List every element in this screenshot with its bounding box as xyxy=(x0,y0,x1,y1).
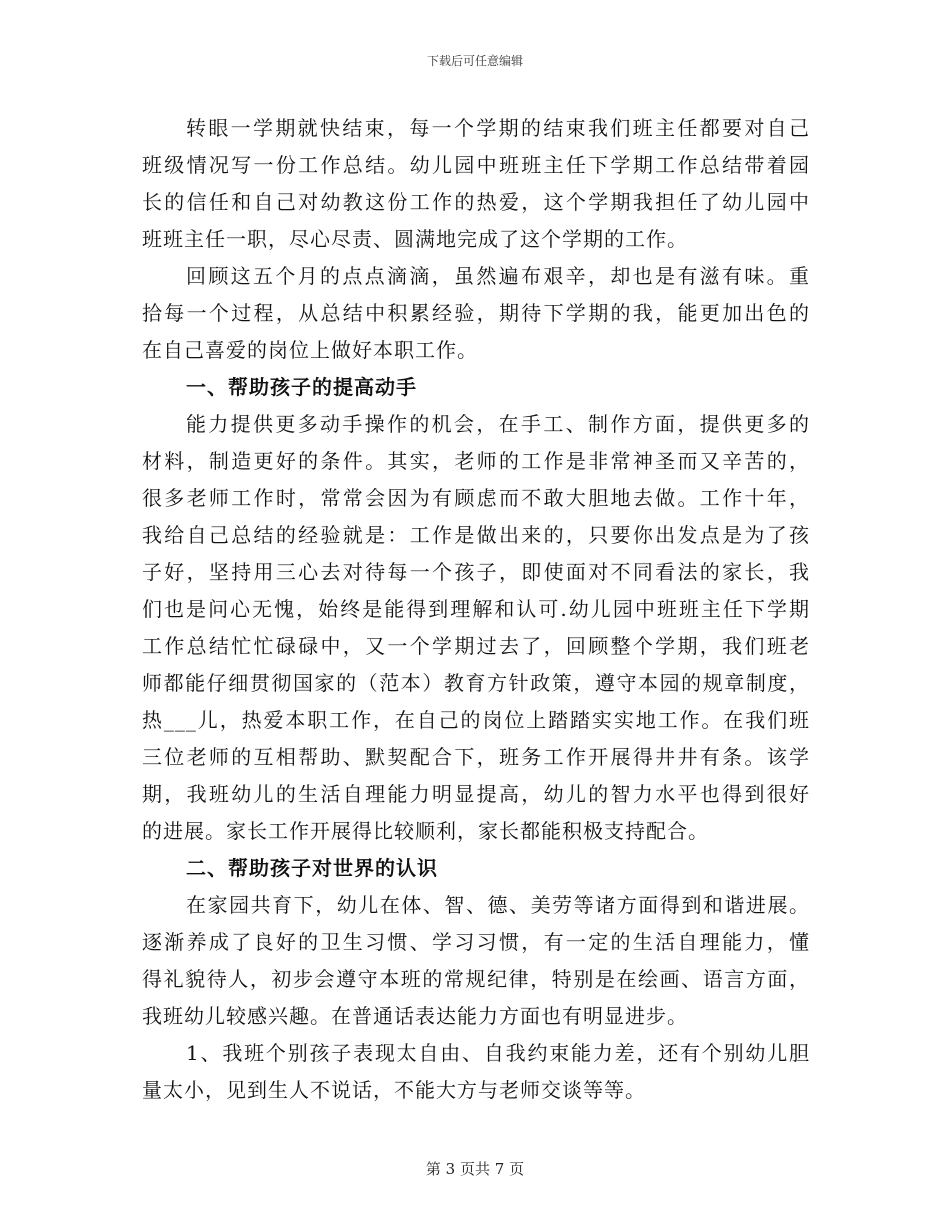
body-text-line: 1、我班个别孩子表现太自由、自我约束能力差，还有个别幼儿胆 xyxy=(186,1041,810,1065)
body-text-line: 量太小，见到生人不说话，不能大方与老师交谈等等。 xyxy=(142,1078,646,1102)
body-text-line: 期，我班幼儿的生活自理能力明显提高，幼儿的智力水平也得到很好 xyxy=(142,782,810,806)
body-text-line: 材料，制造更好的条件。其实，老师的工作是非常神圣而又辛苦的， xyxy=(142,449,810,473)
body-text-line: 逐渐养成了良好的卫生习惯、学习习惯，有一定的生活自理能力，懂 xyxy=(142,930,810,954)
body-text-line: 工作总结忙忙碌碌中，又一个学期过去了，回顾整个学期，我们班老 xyxy=(142,634,810,658)
document-body xyxy=(142,110,810,1109)
body-text-line: 师都能仔细贯彻国家的（范本）教育方针政策，遵守本园的规章制度， xyxy=(142,671,810,695)
body-text-line: 班班主任一职，尽心尽责、圆满地完成了这个学期的工作。 xyxy=(142,227,688,251)
body-text-line: 能力提供更多动手操作的机会，在手工、制作方面，提供更多的 xyxy=(186,412,810,436)
page-footer: 第 3 页共 7 页 xyxy=(425,1160,525,1178)
body-text-line: 班级情况写一份工作总结。幼儿园中班班主任下学期工作总结带着园 xyxy=(142,153,810,177)
body-text-line: 在家园共育下，幼儿在体、智、德、美劳等诸方面得到和谐进展。 xyxy=(186,893,810,917)
body-text-line: 转眼一学期就快结束，每一个学期的结束我们班主任都要对自己 xyxy=(186,116,810,140)
body-text-line: 在自己喜爱的岗位上做好本职工作。 xyxy=(142,338,478,362)
body-text-line: 的进展。家长工作开展得比较顺利，家长都能积极支持配合。 xyxy=(142,819,709,843)
body-text-line: 三位老师的互相帮助、默契配合下，班务工作开展得井井有条。该学 xyxy=(142,745,810,769)
body-text-line: 回顾这五个月的点点滴滴，虽然遍布艰辛，却也是有滋有味。重 xyxy=(186,264,810,288)
body-text-line: 热___儿，热爱本职工作，在自己的岗位上踏踏实实地工作。在我们班 xyxy=(142,708,810,732)
section-heading: 二、帮助孩子对世界的认识 xyxy=(186,856,438,880)
body-text-line: 拾每一个过程，从总结中积累经验，期待下学期的我，能更加出色的 xyxy=(142,301,810,325)
body-text-line: 我班幼儿较感兴趣。在普通话表达能力方面也有明显进步。 xyxy=(142,1004,688,1028)
body-text-line: 得礼貌待人，初步会遵守本班的常规纪律，特别是在绘画、语言方面， xyxy=(142,967,810,991)
body-text-line: 们也是问心无愧，始终是能得到理解和认可.幼儿园中班班主任下学期 xyxy=(142,597,810,621)
body-text-line: 我给自己总结的经验就是：工作是做出来的，只要你出发点是为了孩 xyxy=(142,523,810,547)
body-text-line: 长的信任和自己对幼教这份工作的热爱，这个学期我担任了幼儿园中 xyxy=(142,190,810,214)
section-heading: 一、帮助孩子的提高动手 xyxy=(186,375,417,399)
body-text-line: 子好，坚持用三心去对待每一个孩子，即使面对不同看法的家长，我 xyxy=(142,560,810,584)
page-header: 下载后可任意编辑 xyxy=(426,54,523,68)
body-text-line: 很多老师工作时，常常会因为有顾虑而不敢大胆地去做。工作十年， xyxy=(142,486,810,510)
